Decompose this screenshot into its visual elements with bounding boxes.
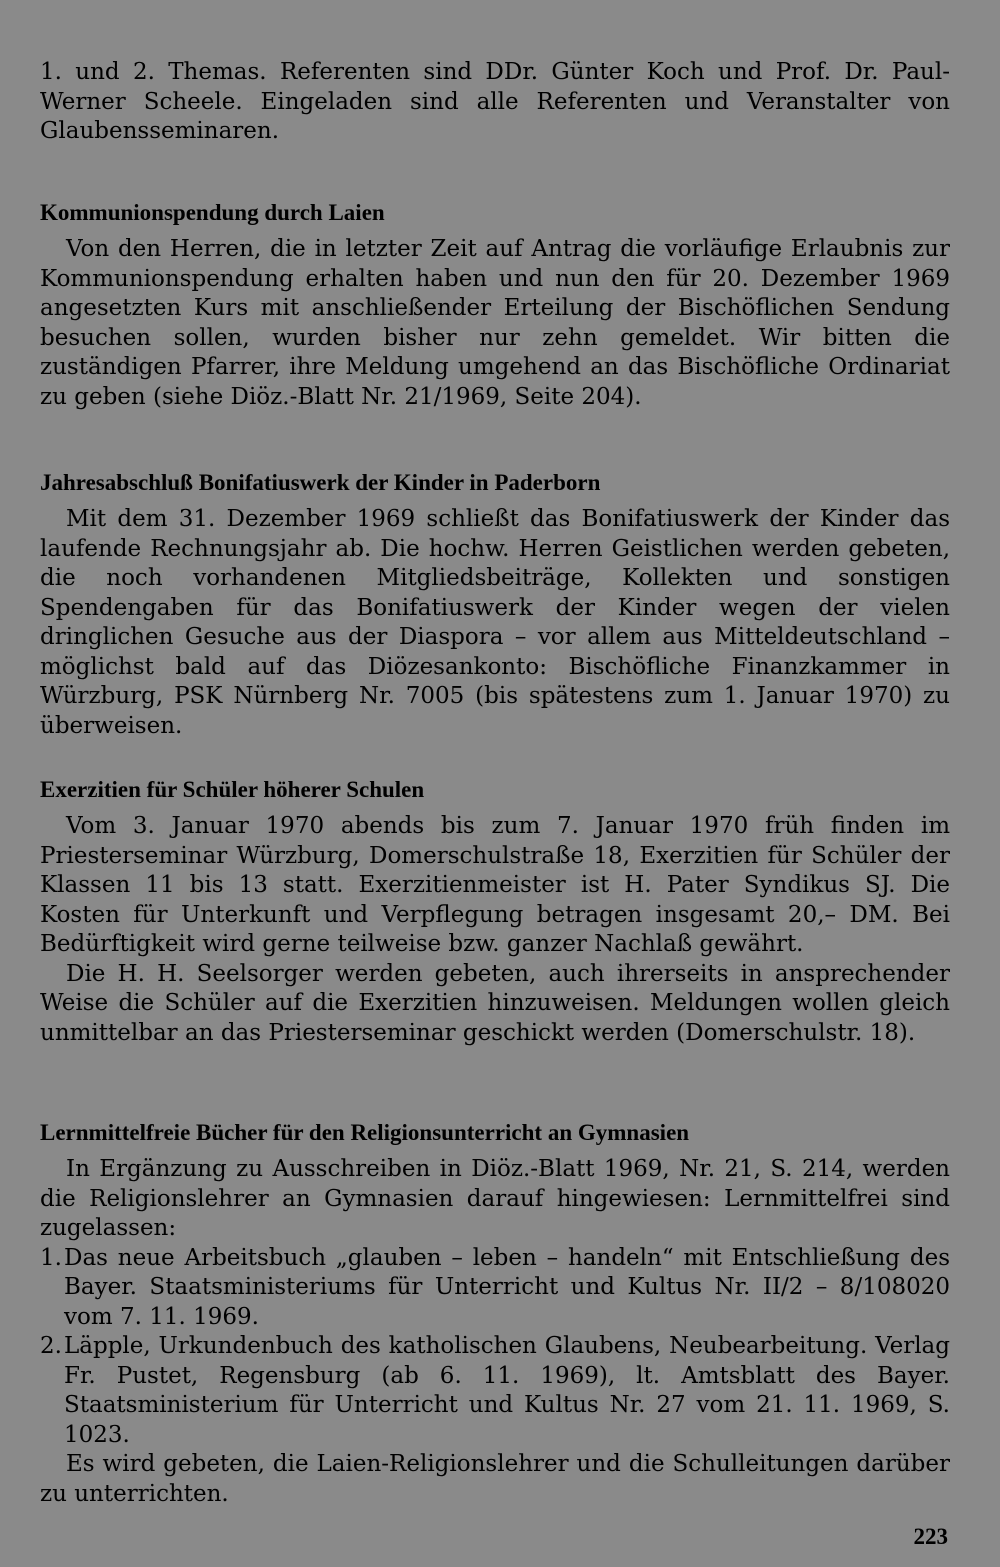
list-item-number: 2. bbox=[40, 1333, 62, 1359]
section-paragraph: Von den Herren, die in letzter Zeit auf Antrag die vorläufige Erlaubnis zur Kommunionspendung erhalten haben und nun den für 20. Dezember 1969 angesetzten Kurs mit anschließender Erteilung der Bischöflichen Sendung besuchen sollen, wurden bisher nur zehn gemeldet. Wir bitten die zuständigen Pfarrer, ihre Meldung umgehend an das Bischöfliche Ordinariat zu geben (siehe Diöz.-Blatt Nr. 21/1969, Seite 204). bbox=[40, 236, 950, 410]
closing-paragraph: Es wird gebeten, die Laien-Religionslehrer und die Schulleitungen darüber zu unterrichten. bbox=[40, 1451, 950, 1507]
list-item-text: Das neue Arbeitsbuch „glauben – leben – handeln“ mit Entschließung des Bayer. Staatsministeriums für Unterricht und Kultus Nr. II/2 – 8/108020 vom 7. 11. 1969. bbox=[64, 1244, 950, 1330]
book-list bbox=[40, 1244, 950, 1451]
list-item-text: Läpple, Urkundenbuch des katholischen Glaubens, Neubearbeitung. Verlag Fr. Pustet, Regensburg (ab 6. 11. 1969), lt. Amtsblatt des Bayer. Staatsministerium für Unterricht und Kultus Nr. 27 vom 21. 11. 1969, S. 1023. bbox=[64, 1333, 950, 1448]
section-heading: Lernmittelfreie Bücher für den Religionsunterricht an Gymnasien bbox=[40, 1120, 690, 1145]
section-paragraph: Vom 3. Januar 1970 abends bis zum 7. Januar 1970 früh finden im Priesterseminar Würzburg, Domerschulstraße 18, Exerzitien für Schüler der Klassen 11 bis 13 statt. Exerzitienmeister ist H. Pater Syndikus SJ. Die Kosten für Unterkunft und Verpflegung betragen insgesamt 20,– DM. Bei Bedürftigkeit wird gerne teilweise bzw. ganzer Nachlaß gewährt. bbox=[40, 813, 950, 957]
intro-paragraph: 1. und 2. Themas. Referenten sind DDr. Günter Koch und Prof. Dr. Paul-Werner Scheele. Eingeladen sind alle Referenten und Veranstalter von Glaubensseminaren. bbox=[40, 59, 950, 144]
list-item bbox=[40, 1244, 950, 1333]
section-heading: Kommunionspendung durch Laien bbox=[40, 200, 385, 225]
list-item bbox=[40, 1332, 950, 1450]
section-paragraph: In Ergänzung zu Ausschreiben in Diöz.-Blatt 1969, Nr. 21, S. 214, werden die Religionslehrer an Gymnasien darauf hingewiesen: Lernmittelfrei sind zugelassen: bbox=[40, 1156, 950, 1241]
list-item-number: 1. bbox=[40, 1244, 62, 1271]
section-paragraph: Mit dem 31. Dezember 1969 schließt das Bonifatiuswerk der Kinder das laufende Rechnungsjahr ab. Die hochw. Herren Geistlichen werden gebeten, die noch vorhandenen Mitgliedsbeiträge, Kollekten und sonstigen Spendengaben für das Bonifatiuswerk der Kinder wegen der vielen dringlichen Gesuche aus der Diaspora – vor allem aus Mitteldeutschland – möglichst bald auf das Diözesankonto: Bischöfliche Finanzkammer in Würzburg, PSK Nürnberg Nr. 7005 (bis spätestens zum 1. Januar 1970) zu überweisen. bbox=[40, 506, 950, 739]
section-heading: Exerzitien für Schüler höherer Schulen bbox=[40, 777, 425, 802]
section-kommunionspendung bbox=[40, 198, 950, 412]
section-heading: Jahresabschluß Bonifatiuswerk der Kinder in Paderborn bbox=[40, 470, 601, 495]
page-number: 223 bbox=[913, 1524, 948, 1549]
section-bonifatiuswerk bbox=[40, 468, 950, 741]
section-exerzitien bbox=[40, 775, 950, 1048]
intro-block bbox=[40, 58, 950, 147]
section-paragraph: Die H. H. Seelsorger werden gebeten, auch ihrerseits in ansprechender Weise die Schüler auf die Exerzitien hinzuweisen. Meldungen wollen gleich unmittelbar an das Priesterseminar geschickt werden (Domerschulstr. 18). bbox=[40, 960, 950, 1046]
section-lernmittelfreie-buecher bbox=[40, 1118, 950, 1509]
